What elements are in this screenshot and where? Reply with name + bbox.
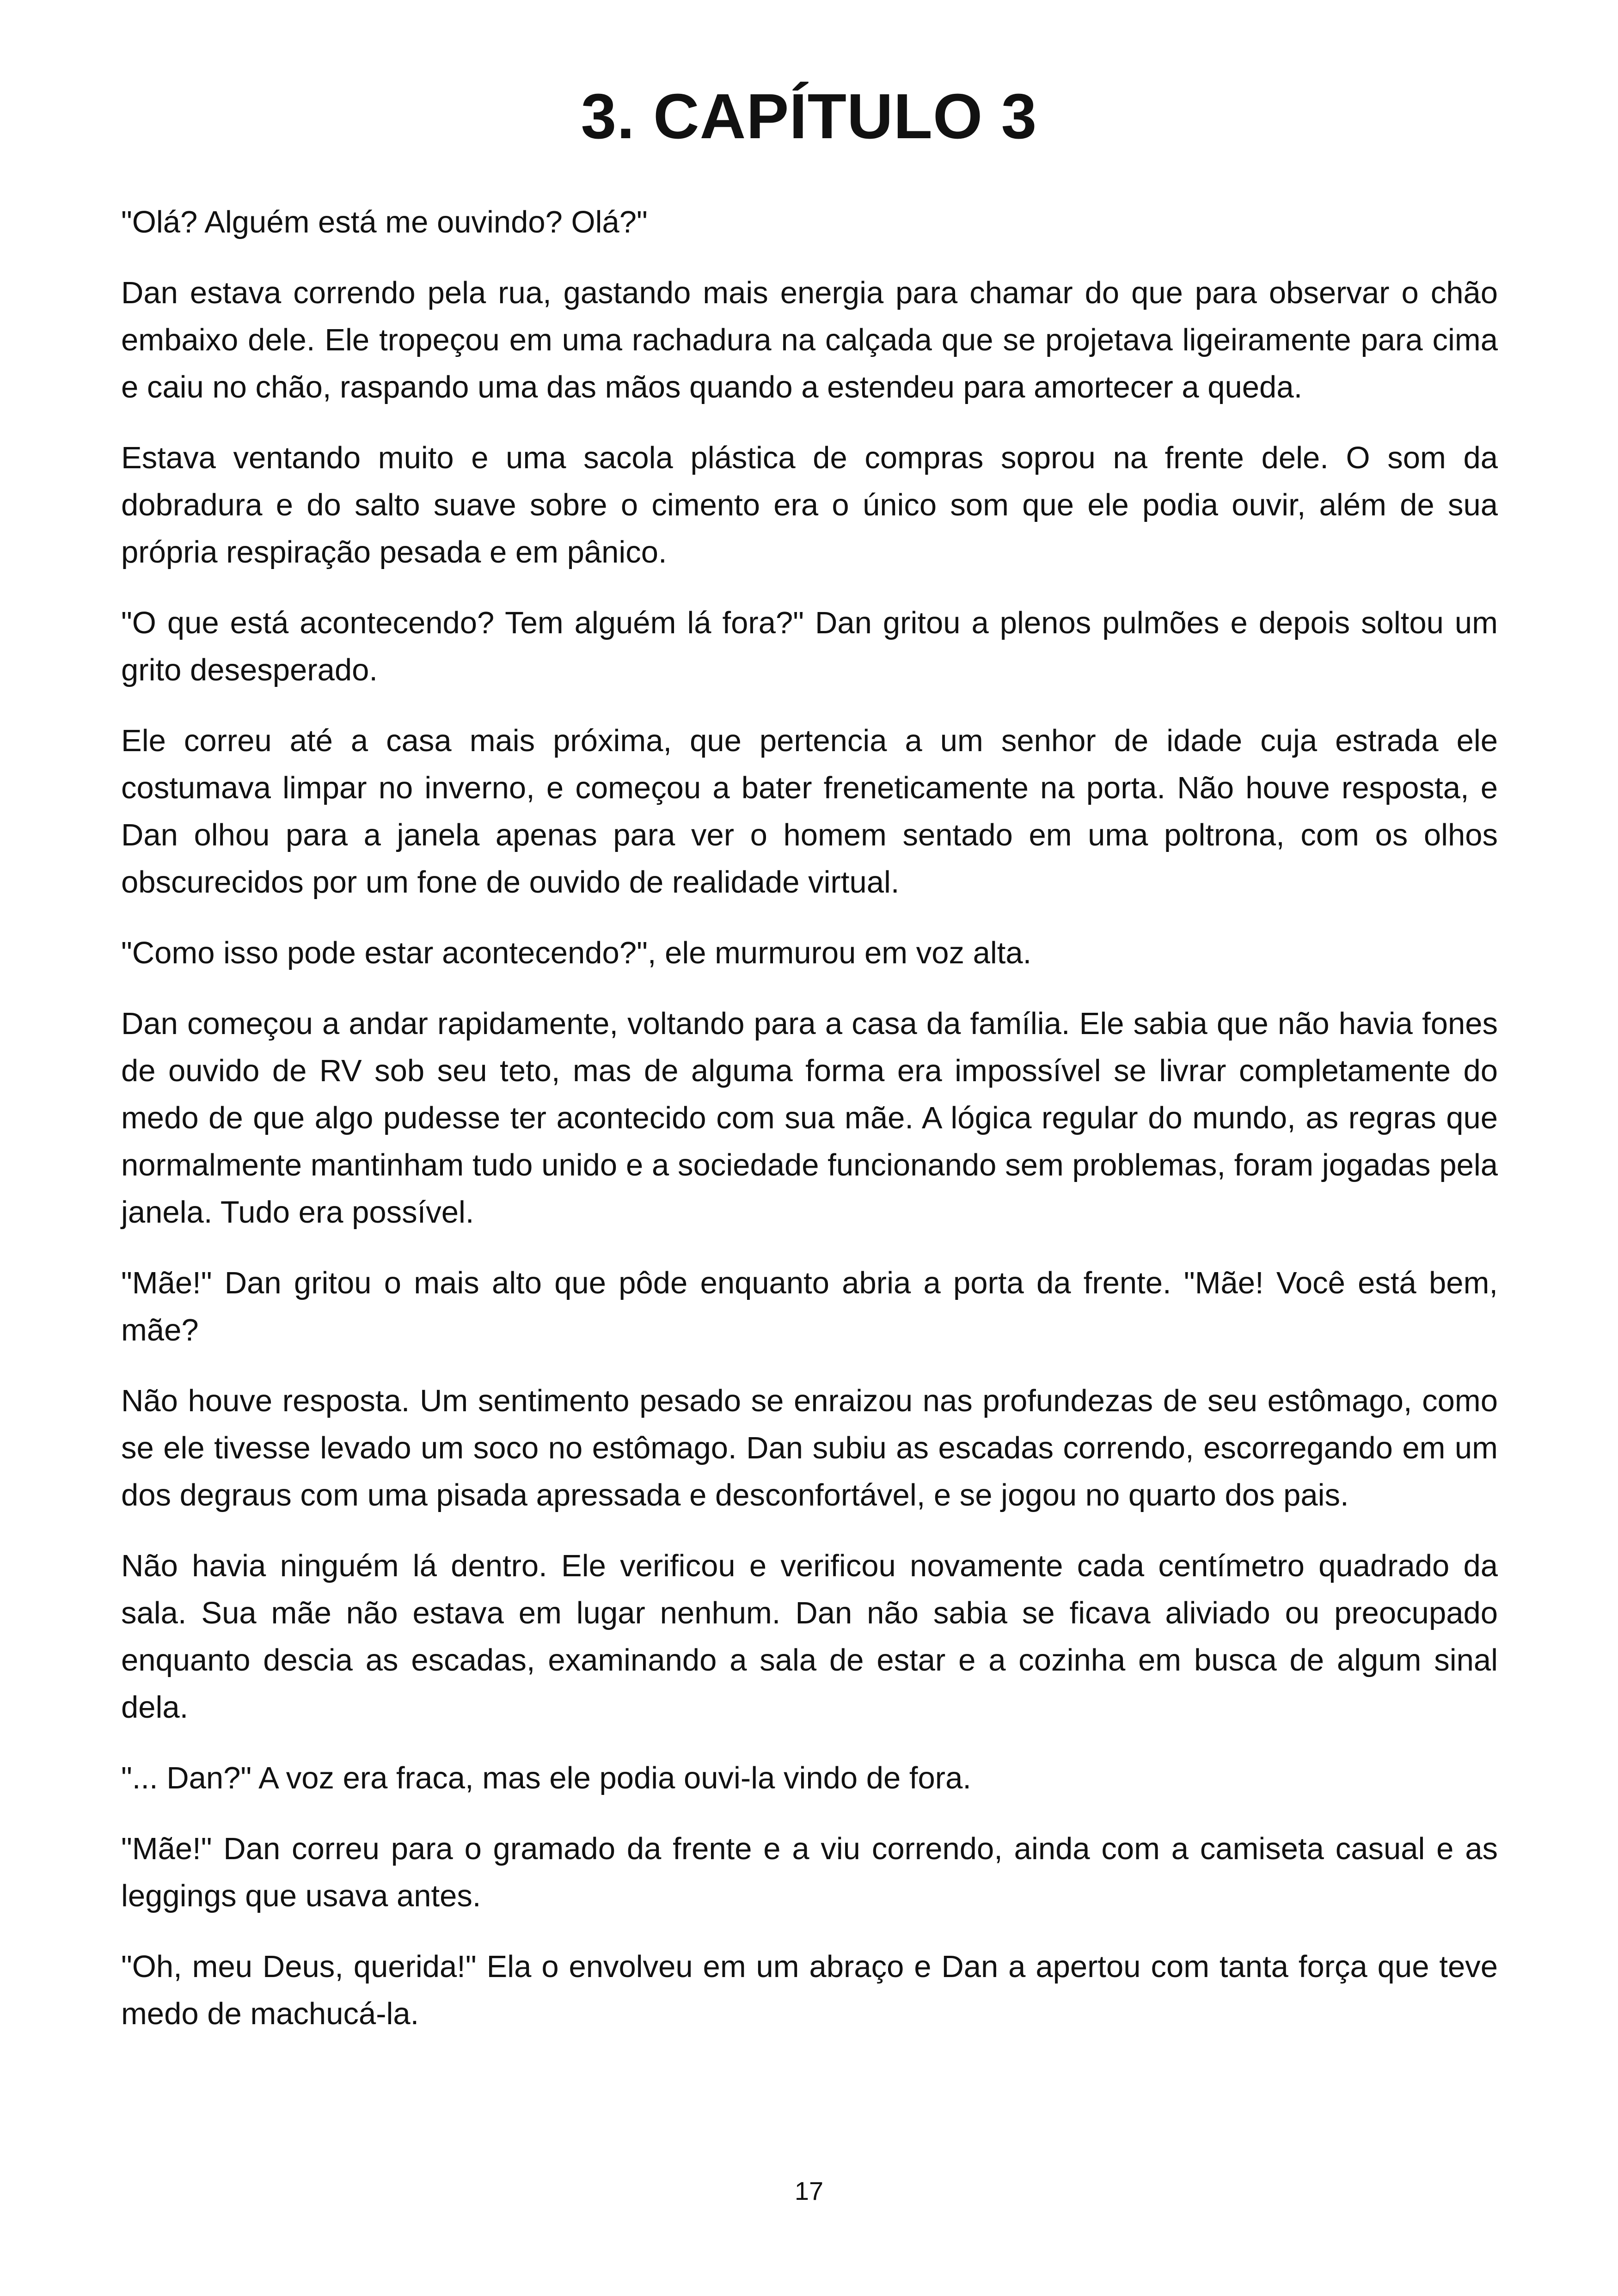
paragraph: "Mãe!" Dan correu para o gramado da frente e a viu correndo, ainda com a camiseta casual e as leggings que usava antes. (121, 1831, 1498, 1913)
paragraph: Ele correu até a casa mais próxima, que pertencia a um senhor de idade cuja estrada ele costumava limpar no inverno, e começou a bater freneticamente na porta. Não houve resposta, e Dan olhou para a janela apenas para ver o homem sentado em uma poltrona, com os olhos obscurecidos por um fone de ouvido de realidade virtual. (121, 723, 1498, 900)
paragraph: "Mãe!" Dan gritou o mais alto que pôde enquanto abria a porta da frente. "Mãe! Você está bem, mãe? (121, 1266, 1498, 1347)
paragraph: Não houve resposta. Um sentimento pesado se enraizou nas profundezas de seu estômago, como se ele tivesse levado um soco no estômago. Dan subiu as escadas correndo, escorregando em um dos degraus com uma pisada apressada e desconfortável, e se jogou no quarto dos pais. (121, 1384, 1498, 1512)
chapter-body (121, 199, 1498, 2061)
paragraph: "Oh, meu Deus, querida!" Ela o envolveu em um abraço e Dan a apertou com tanta força que teve medo de machucá-la. (121, 1949, 1498, 2031)
paragraph: Não havia ninguém lá dentro. Ele verificou e verificou novamente cada centímetro quadrado da sala. Sua mãe não estava em lugar nenhum. Dan não sabia se ficava aliviado ou preocupado enquanto descia as escadas, examinando a sala de estar e a cozinha em busca de algum sinal dela. (121, 1549, 1498, 1725)
paragraph: "O que está acontecendo? Tem alguém lá fora?" Dan gritou a plenos pulmões e depois soltou um grito desesperado. (121, 606, 1498, 687)
paragraph: Dan estava correndo pela rua, gastando mais energia para chamar do que para observar o chão embaixo dele. Ele tropeçou em uma rachadura na calçada que se projetava ligeiramente para cima e caiu no chão, raspando uma das mãos quando a estendeu para amortecer a queda. (121, 276, 1498, 404)
page-number: 17 (794, 2176, 824, 2205)
paragraph: Estava ventando muito e uma sacola plástica de compras soprou na frente dele. O som da dobradura e do salto suave sobre o cimento era o único som que ele podia ouvir, além de sua própria respiração pesada e em pânico. (121, 441, 1498, 569)
paragraph: "Como isso pode estar acontecendo?", ele murmurou em voz alta. (121, 936, 1032, 970)
chapter-title: 3. CAPÍTULO 3 (581, 81, 1037, 152)
paragraph: "Olá? Alguém está me ouvindo? Olá?" (121, 205, 648, 239)
paragraph: "... Dan?" A voz era fraca, mas ele podia ouvi-la vindo de fora. (121, 1761, 971, 1795)
paragraph: Dan começou a andar rapidamente, voltando para a casa da família. Ele sabia que não havia fones de ouvido de RV sob seu teto, mas de alguma forma era impossível se livrar completamente do medo de que algo pudesse ter acontecido com sua mãe. A lógica regular do mundo, as regras que normalmente mantinham tudo unido e a sociedade funcionando sem problemas, foram jogadas pela janela. Tudo era possível. (121, 1006, 1498, 1230)
